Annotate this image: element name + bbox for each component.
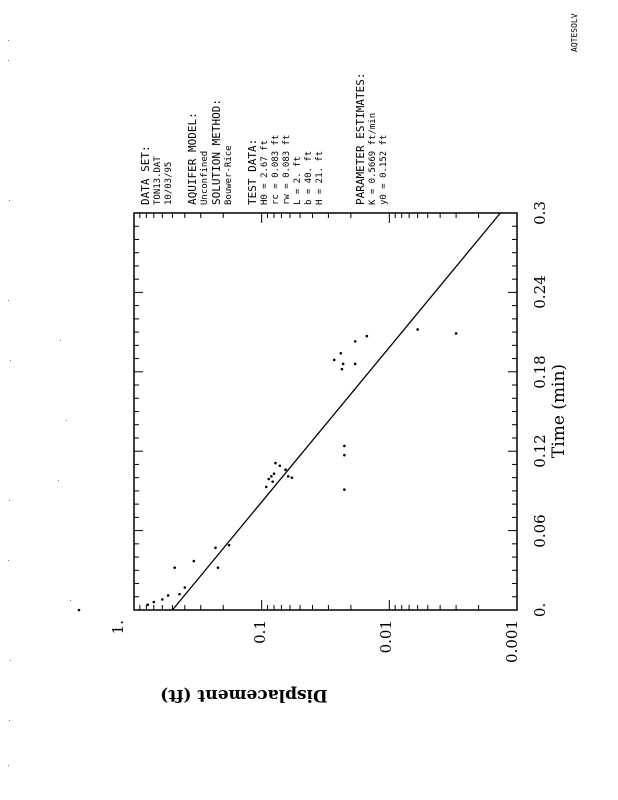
- data-point: [333, 359, 336, 362]
- legend-solution-heading: SOLUTION METHOD:: [210, 99, 223, 205]
- data-point: [291, 476, 294, 479]
- data-point: [161, 598, 164, 601]
- data-point: [178, 593, 181, 596]
- data-point: [184, 586, 187, 589]
- data-point: [354, 340, 357, 343]
- legend-aquifer-heading: AQUIFER MODEL:: [186, 112, 199, 205]
- data-point: [270, 475, 273, 478]
- data-point: [342, 363, 345, 366]
- legend-data-set-heading: DATA SET:: [139, 145, 152, 205]
- data-point: [339, 352, 342, 355]
- fit-line: [172, 213, 500, 610]
- legend-test-heading: TEST DATA:: [246, 138, 259, 205]
- x-tick-label: 0.12: [531, 434, 549, 468]
- y-axis-ticks: [140, 213, 517, 610]
- legend-test-line: rw = 0.083 ft: [282, 134, 292, 205]
- y-tick-label: 1.: [109, 620, 127, 635]
- plot-frame: [134, 213, 517, 610]
- legend-param-line: y0 = 0.152 ft: [379, 134, 389, 205]
- data-point: [274, 462, 277, 465]
- data-point: [343, 488, 346, 491]
- x-tick-label: 0.: [531, 602, 549, 618]
- data-point: [265, 486, 268, 489]
- data-point: [152, 601, 155, 604]
- scan-specks: [8, 40, 71, 766]
- y-tick-label: 0.001: [503, 620, 521, 663]
- aqtesolv-label: AQTESOLV: [570, 13, 579, 52]
- data-point: [284, 468, 287, 471]
- legend-panel: [139, 73, 389, 205]
- data-point: [217, 566, 220, 569]
- x-tick-label: 0.24: [531, 275, 549, 309]
- data-point: [341, 368, 344, 371]
- data-point: [167, 594, 170, 597]
- x-axis-title: Time (min): [549, 363, 569, 459]
- data-point: [279, 464, 282, 467]
- legend-aquifer-value: Unconfined: [200, 150, 210, 205]
- data-point: [416, 328, 419, 331]
- data-points: [146, 328, 457, 606]
- data-point: [343, 445, 346, 448]
- legend-test-line: L = 2. ft: [293, 156, 303, 205]
- data-point: [193, 560, 196, 563]
- legend-test-line: H = 21. ft: [315, 150, 325, 205]
- legend-param-heading: PARAMETER ESTIMATES:: [354, 72, 367, 205]
- data-point: [228, 544, 231, 547]
- x-tick-label: 0.18: [531, 355, 549, 389]
- legend-param-line: K = 0.5669 ft/min: [368, 112, 378, 205]
- legend-test-line: b = 40. ft: [304, 150, 314, 205]
- data-point: [273, 472, 276, 475]
- data-point: [267, 478, 270, 481]
- data-point: [214, 547, 217, 550]
- x-tick-label: 0.3: [531, 201, 549, 225]
- x-tick-label: 0.06: [531, 514, 549, 548]
- data-point: [287, 475, 290, 478]
- y-tick-label: 0.1: [251, 620, 269, 644]
- y-axis-title: Displacement (ft): [160, 685, 328, 705]
- data-point: [146, 603, 149, 606]
- legend-data-set-date: 10/03/95: [164, 161, 174, 205]
- data-point: [343, 454, 346, 457]
- data-point: [354, 363, 357, 366]
- speck-dot: [78, 609, 81, 612]
- legend-test-line: rc = 0.083 ft: [271, 134, 281, 205]
- legend-solution-value: Bouwer-Rice: [224, 145, 234, 205]
- data-point: [173, 566, 176, 569]
- legend-data-set-file: TON13.DAT: [153, 156, 163, 205]
- x-axis-ticks: [134, 213, 517, 610]
- y-tick-label: 0.01: [377, 620, 395, 654]
- data-point: [455, 332, 458, 335]
- data-point: [366, 335, 369, 338]
- data-point: [271, 480, 274, 483]
- legend-test-line: H0 = 2.67 ft: [260, 139, 270, 205]
